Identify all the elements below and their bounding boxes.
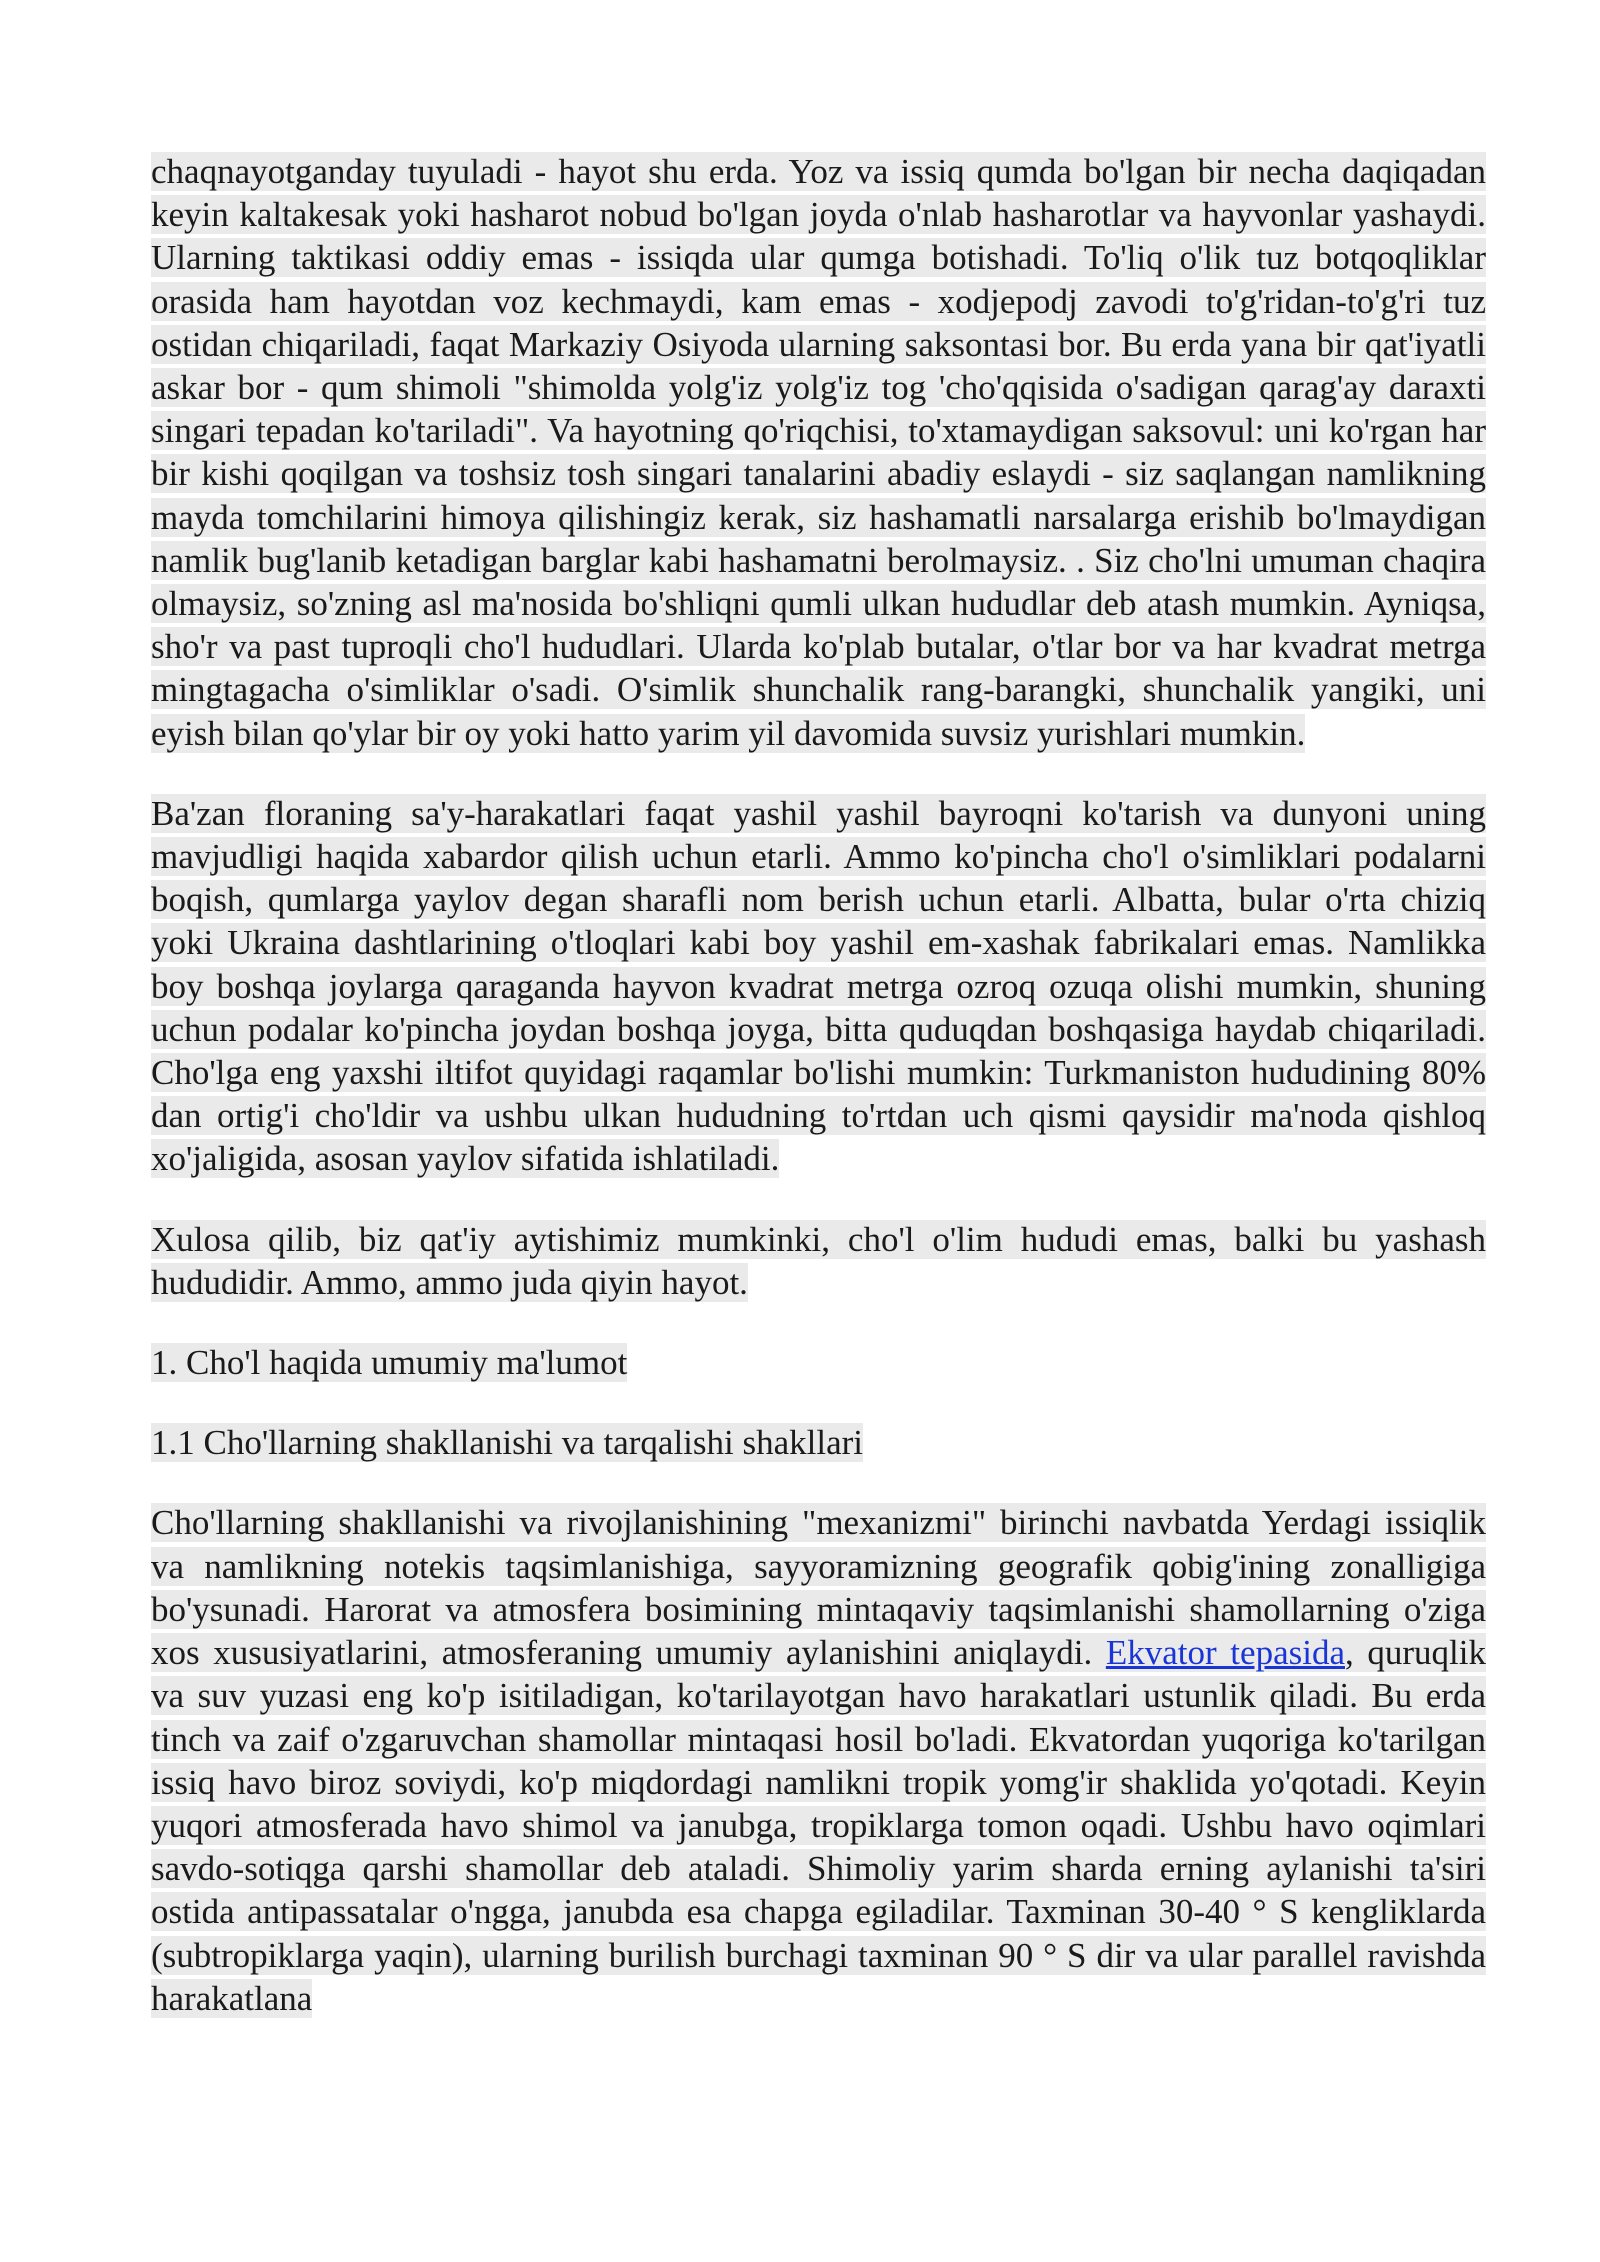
paragraph-conclusion (151, 1218, 1486, 1304)
paragraph-text: Xulosa qilib, biz qat'iy aytishimiz mumkinki, cho'l o'lim hududi emas, balki bu yashash hududidir. Ammo, ammo juda qiyin hayot. (151, 1219, 1486, 1302)
heading-text: 1. Cho'l haqida umumiy ma'lumot (151, 1343, 628, 1383)
paragraph-desert-formation (151, 1501, 1486, 2019)
document-page (151, 150, 1486, 2057)
ekvator-tepasida-link[interactable]: Ekvator tepasida (1105, 1633, 1345, 1673)
paragraph-text: Ba'zan floraning sa'y-harakatlari faqat yashil yashil bayroqni ko'tarish va dunyoni uning mavjudligi haqida xabardor qilish uchun etarli. Ammo ko'pincha cho'l o'simliklari podalarni boqish, qumlarga yaylov degan sharafli nom berish uchun etarli. Albatta, bular o'rta chiziq yoki Ukraina dashtlarining o'tloqlari kabi boy yashil em-xashak fabrikalari emas. Namlikka boy boshqa joylarga qaraganda hayvon kvadrat metrga ozroq ozuqa olishi mumkin, shuning uchun podalar ko'pincha joydan boshqa joyga, bitta quduqdan boshqasiga haydab chiqariladi. Cho'lga eng yaxshi iltifot quyidagi raqamlar bo'lishi mumkin: Turkmaniston hududining 80% dan ortig'i cho'ldir va ushbu ulkan hududning to'rtdan uch qismi qaysidir ma'noda qishloq xo'jaligida, asosan yaylov sifatida ishlatiladi. (151, 793, 1486, 1179)
heading-text: 1.1 Cho'llarning shakllanishi va tarqalishi shakllari (151, 1423, 864, 1463)
paragraph-text-start: Cho'llarning shakllanishi va rivojlanishining "mexanizmi" birinchi navbatda Yerdagi issiqlik va namlikning notekis taqsimlanishiga, sayyoramizning geografik qobig'ining zonalligiga bo'ysunadi. Harorat va atmosfera bosimining mintaqaviy taqsimlanishi shamollarning o'ziga xos xususiyatlarini, atmosferaning umumiy aylanishini aniqlaydi. (151, 1503, 1486, 1673)
paragraph-flora-pasture (151, 792, 1486, 1181)
paragraph-desert-life (151, 150, 1486, 755)
paragraph-text-end: , quruqlik va suv yuzasi eng ko'p isitiladigan, ko'tarilayotgan havo harakatlari ustunlik qiladi. Bu erda tinch va zaif o'zgaruvchan shamollar mintaqasi hosil bo'ladi. Ekvatordan yuqoriga ko'tarilgan issiq havo biroz soviydi, ko'p miqdordagi namlikni tropik yomg'ir shaklida yo'qotadi. Keyin yuqori atmosferada havo shimol va janubga, tropiklarga tomon oqadi. Ushbu havo oqimlari savdo-sotiqga qarshi shamollar deb ataladi. Shimoliy yarim sharda erning aylanishi ta'siri ostida antipassatalar o'ngga, janubda esa chapga egiladilar. Taxminan 30-40 ° S kengliklarda (subtropiklarga yaqin), ularning burilish burchagi taxminan 90 ° S dir va ular parallel ravishda harakatlana (151, 1633, 1486, 2018)
subsection-heading-formation (151, 1421, 1486, 1464)
paragraph-text: chaqnayotganday tuyuladi - hayot shu erda. Yoz va issiq qumda bo'lgan bir necha daqiqadan keyin kaltakesak yoki hasharot nobud bo'lgan joyda o'nlab hasharotlar va hayvonlar yashaydi. Ularning taktikasi oddiy emas - issiqda ular qumga botishadi. To'liq o'lik tuz botqoqliklar orasida ham hayotdan voz kechmaydi, kam emas - xodjepodj zavodi to'g'ridan-to'g'ri tuz ostidan chiqariladi, faqat Markaziy Osiyoda ularning saksontasi bor. Bu erda yana bir qat'iyatli askar bor - qum shimoli "shimolda yolg'iz yolg'iz tog 'cho'qqisida o'sadigan qarag'ay daraxti singari tepadan ko'tariladi". Va hayotning qo'riqchisi, to'xtamaydigan saksovul: uni ko'rgan har bir kishi qoqilgan va toshsiz tosh singari tanalarini abadiy eslaydi - siz saqlangan namlikning mayda tomchilarini himoya qilishingiz kerak, siz hashamatli narsalarga erishib bo'lmaydigan namlik bug'lanib ketadigan barglar kabi hashamatni berolmaysiz. . Siz cho'lni umuman chaqira olmaysiz, so'zning asl ma'nosida bo'shliqni qumli ulkan hududlar deb atash mumkin. Ayniqsa, sho'r va past tuproqli cho'l hududlari. Ularda ko'plab butalar, o'tlar bor va har kvadrat metrga mingtagacha o'simliklar o'sadi. O'simlik shunchalik rang-barangki, shunchalik yangiki, uni eyish bilan qo'ylar bir oy yoki hatto yarim yil davomida suvsiz yurishlari mumkin. (151, 152, 1486, 753)
section-heading-general-info (151, 1341, 1486, 1384)
